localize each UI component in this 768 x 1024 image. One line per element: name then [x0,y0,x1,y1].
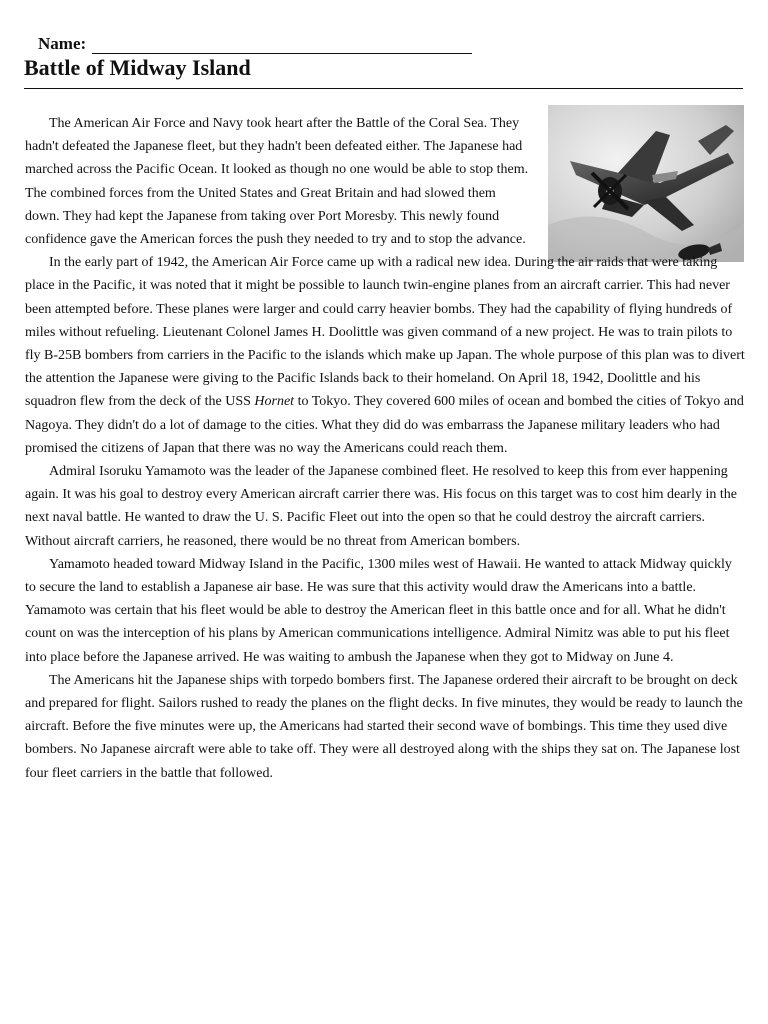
name-label: Name: [38,34,87,53]
title-divider [24,88,743,89]
name-blank-line[interactable] [92,35,472,54]
ship-name-hornet: Hornet [254,394,295,410]
paragraph-coral-sea: The American Air Force and Navy took heart after the Battle of the Coral Sea. They hadn't defeated the Japanese fleet, but they hadn't been defeated either. The Japanese had marched across the Pacific Ocean. It looked as though no one would be able to stop them. The combined forces from the United States and Great Britain and had slowed them down. They had kept the Japanese from taking over Port Moresby. This newly found confidence gave the American forces the push they needed to try and to stop the advance. [25,116,529,248]
paragraph-midway-plan: Yamamoto headed toward Midway Island in the Pacific, 1300 miles west of Hawaii. He wanted to attack Midway quickly to secure the land to establish a Japanese air base. He was sure that this activity would draw the Americans into a battle. Yamamoto was certain that his fleet would be able to destroy the American fleet in this battle once and for all. What he didn't count on was the interception of his plans by American communications intelligence. Admiral Nimitz was able to put his fleet into place before the Japanese arrived. He was waiting to ambush the Japanese when they got to Midway on June 4. [25,556,732,665]
name-field [38,34,472,54]
paragraph-battle: The Americans hit the Japanese ships with torpedo bombers first. The Japanese ordered their aircraft to be brought on deck and prepared for flight. Sailors rushed to ready the planes on the flight decks. In five minutes, they would be ready to launch the aircraft. Before the five minutes were up, the Americans had started their second wave of bombings. This time they used dive bombers. No Japanese aircraft were able to take off. They were all destroyed along with the ships they sat on. The Japanese lost four fleet carriers in the battle that followed. [25,672,743,781]
page-title: Battle of Midway Island [24,55,251,80]
article-body [25,112,745,785]
paragraph-yamamoto-goal: Admiral Isoruku Yamamoto was the leader of the Japanese combined fleet. He resolved to keep this from ever happening again. It was his goal to destroy every American aircraft carrier there was. His focus on this target was to cost him dearly in the next naval battle. He wanted to draw the U. S. Pacific Fleet out into the open so that he could destroy the aircraft carriers. Without aircraft carriers, he reasoned, there would be no threat from American bombers. [25,464,737,549]
paragraph-doolittle-raid: In the early part of 1942, the American Air Force came up with a radical new idea. During the air raids that were taking place in the Pacific, it was noted that it might be possible to launch twin-engine planes from an aircraft carrier. This had never been attempted before. These planes were larger and could carry heavier bombs. They had the capability of flying hundreds of miles without refueling. Lieutenant Colonel James H. Doolittle was given command of a new project. He was to train pilots to fly B-25B bombers from carriers in the Pacific to the islands which make up Japan. The whole purpose of this plan was to divert the attention the Japanese were giving to the Pacific Islands back to their homeland. On April 18, 1942, Doolittle and his squadron flew from the deck of the USS Hornet to Tokyo. They covered 600 miles of ocean and bombed the cities of Tokyo and Nagoya. They didn't do a lot of damage to the cities. What they did do was embarrass the Japanese military leaders who had promised the citizens of Japan that there was no way the Americans could reach them. [25,255,745,456]
